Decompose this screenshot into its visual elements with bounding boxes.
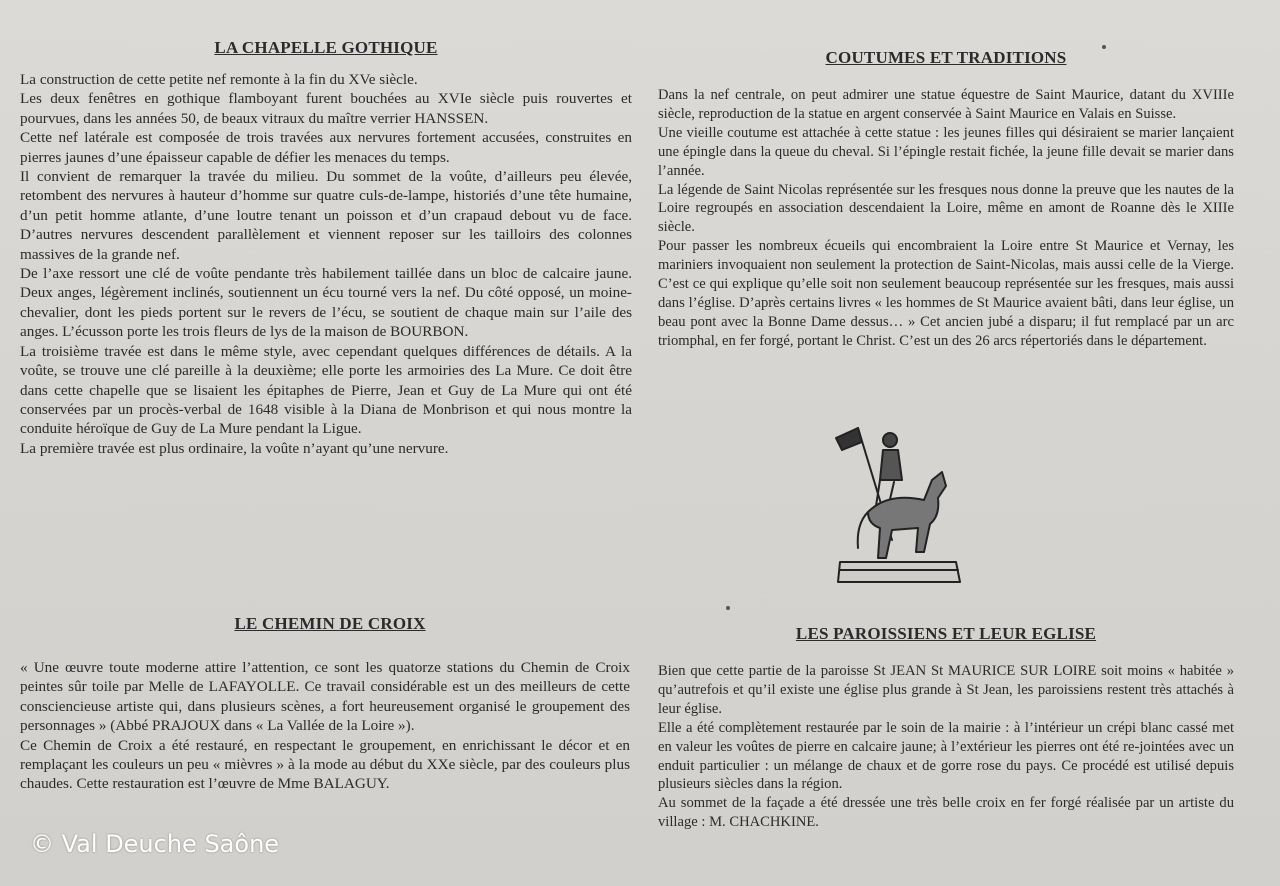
paragraph: De l’axe ressort une clé de voûte pendante très habilement taillée dans un bloc de calcaire jaune. Deux anges, légèrement inclinés, soutiennent un écu tourné vers la nef. Du côté opposé, un moine-chevalier, dont les pieds portent sur le revers de l’écu, se soutient de chaque main sur l’aile des anges. L’écusson porte les trois fleurs de lys de la maison de BOURBON. [20, 265, 632, 341]
watermark-text: © Val Deuche Saône [30, 830, 280, 858]
paragraph: Une vieille coutume est attachée à cette statue : les jeunes filles qui désiraient se marier lançaient une épingle dans la queue du cheval. Si l’épingle restait fichée, la jeune fille devait se marier dans l’année. [658, 124, 1234, 179]
section-title-chapelle: LA CHAPELLE GOTHIQUE [214, 38, 438, 57]
paper-speck [726, 606, 730, 610]
equestrian-statue-icon [828, 420, 968, 590]
paragraph: Elle a été complètement restaurée par le soin de la mairie : à l’intérieur un crépi blanc cassé met en valeur les voûtes de pierre en calcaire jaune; à l’extérieur les pierres ont été re-jointées avec un enduit particulier : un mélange de chaux et de gorre rose du pays. Ce procédé est utilisé depuis plusieurs siècles dans la région. [658, 719, 1234, 793]
section-title-chemin: LE CHEMIN DE CROIX [234, 614, 426, 633]
paragraph: Les deux fenêtres en gothique flamboyant furent bouchées au XVIe siècle puis rouvertes et pourvues, dans les années 50, de beaux vitraux du maître verrier HANSSEN. [20, 90, 632, 127]
paragraph: Au sommet de la façade a été dressée une très belle croix en fer forgé réalisée par un artiste du village : M. CHACHKINE. [658, 795, 1234, 831]
section-body-coutumes [658, 86, 1234, 351]
section-title-paroissiens: LES PAROISSIENS ET LEUR EGLISE [795, 624, 1097, 643]
paragraph: La construction de cette petite nef remonte à la fin du XVe siècle. [20, 71, 418, 88]
paragraph: Dans la nef centrale, on peut admirer une statue équestre de Saint Maurice, datant du XVIIIe siècle, reproduction de la statue en argent conservée à Saint Maurice en Valais en Suisse. [658, 87, 1234, 122]
section-body-paroissiens [658, 662, 1234, 832]
paragraph: Cette nef latérale est composée de trois travées aux nervures fortement accusées, construites en pierres jaunes d’une épaisseur capable de défier les menaces du temps. [20, 129, 632, 166]
paragraph: « Une œuvre toute moderne attire l’attention, ce sont les quatorze stations du Chemin de Croix peintes sûr toile par Melle de LAFAYOLLE. Ce travail considérable est un des meilleurs de cette consciencieuse artiste qui, dans plusieurs scènes, a fort heureusement organisé le groupement des personnages » (Abbé PRAJOUX dans « La Vallée de la Loire »). [20, 659, 630, 735]
section-body-chapelle [20, 70, 632, 458]
paragraph: Pour passer les nombreux écueils qui encombraient la Loire entre St Maurice et Vernay, les mariniers invoquaient non seulement la protection de Saint-Nicolas, mais aussi celle de la Vierge. C’est ce qui explique qu’elle soit non seulement beaucoup représentée sur les fresques, mais aussi dans l’église. D’après certains livres « les hommes de St Maurice avaient bâti, dans leur église, un beau pont avec la Bonne Dame dessus… » Cet ancien jubé a disparu; il fut remplacé par un arc triomphal, en fer forgé, portant le Christ. C’est un des 26 arcs répertoriés dans le département. [658, 238, 1234, 349]
paragraph: Ce Chemin de Croix a été restauré, en respectant le groupement, en enrichissant le décor et en remplaçant les couleurs un peu « mièvres » à la mode au début du XXe siècle, par des couleurs plus chaudes. Cette restauration est l’œuvre de Mme BALAGUY. [20, 736, 630, 793]
paragraph: La troisième travée est dans le même style, avec cependant quelques différences de détails. A la voûte, se trouve une clé pareille à la deuxième; elle porte les armoiries des La Mure. Ce doit être dans cette chapelle que se lisaient les épitaphes de Pierre, Jean et Guy de La Mure qui ont été conservées par un procès-verbal de 1648 visible à la Diana de Monbrison et qui nous montre la conduite héroïque de Guy de La Mure pendant la Ligue. [20, 342, 632, 438]
paragraph: Il convient de remarquer la travée du milieu. Du sommet de la voûte, d’ailleurs peu élevée, retombent des nervures à hauteur d’homme sur quatre culs-de-lampe, historiés d’une tête humaine, d’un petit homme atlante, d’une loutre tenant un poisson et d’un crapaud debout vu de face. D’autres nervures descendent parallèlement et viennent reposer sur les tailloirs des colonnes massives de la grande nef. [20, 168, 632, 263]
paragraph: La légende de Saint Nicolas représentée sur les fresques nous donne la preuve que les nautes de la Loire regroupés en association descendaient la Loire, même en amont de Roanne dès le XIIIe siècle. [658, 181, 1234, 236]
paper-speck [1102, 45, 1106, 49]
paragraph: La première travée est plus ordinaire, la voûte n’ayant qu’une nervure. [20, 439, 449, 457]
section-body-chemin [20, 658, 630, 794]
paragraph: Bien que cette partie de la paroisse St JEAN St MAURICE SUR LOIRE soit moins « habitée » qu’autrefois et qu’il existe une église plus grande à St Jean, les paroissiens restent très attachés à leur église. [658, 663, 1234, 717]
section-title-coutumes: COUTUMES ET TRADITIONS [825, 48, 1067, 67]
